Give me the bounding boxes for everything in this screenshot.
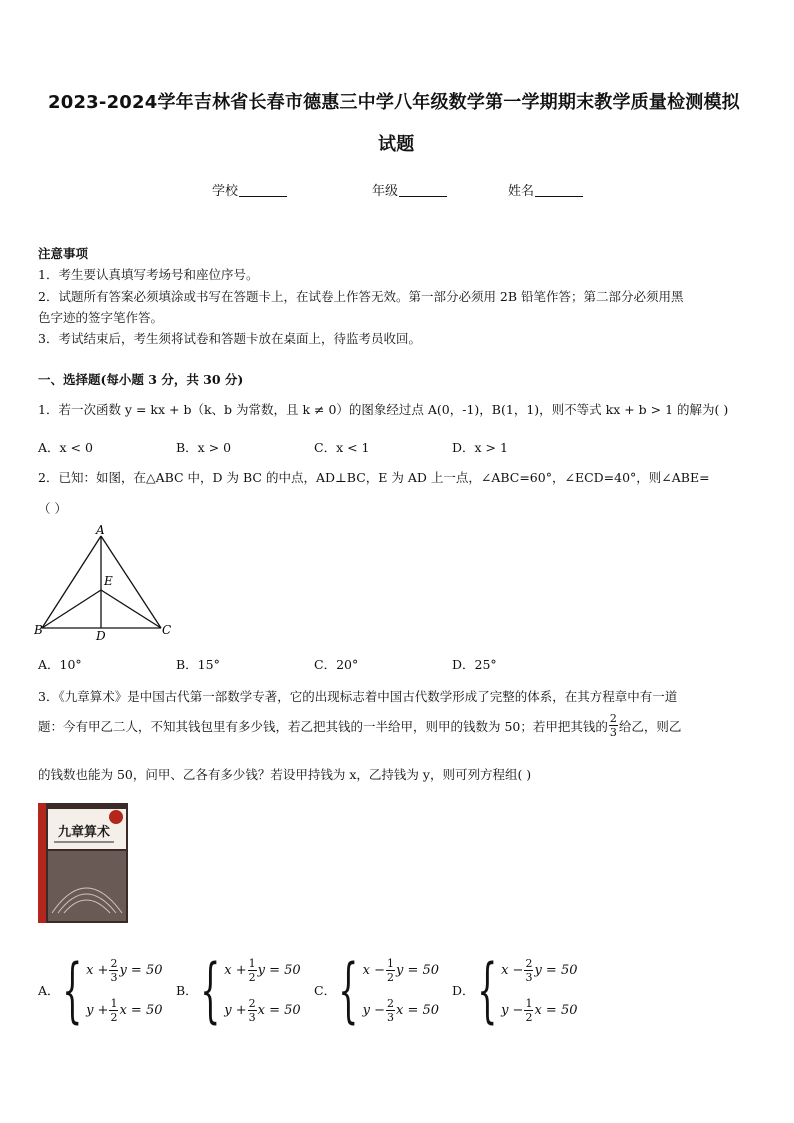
school-label: 学校: [212, 184, 239, 199]
notice-item-2a: 2．试题所有答案必须填涂或书写在答题卡上，在试卷上作答无效。第一部分必须用 2B 铅笔作答；第二部分必须用黑: [38, 289, 684, 304]
den: 3: [248, 1010, 256, 1024]
fraction: [524, 997, 533, 1024]
rest: x = 50: [396, 1002, 440, 1018]
den: 2: [386, 970, 394, 984]
label-e: E: [104, 574, 113, 588]
grade-label: 年级: [372, 184, 399, 199]
book-seal-icon: [109, 810, 123, 824]
section-heading: 一、选择题(每小题 3 分，共 30 分): [38, 372, 244, 387]
q3-option-d: [452, 949, 578, 1031]
num: 2: [387, 996, 394, 1010]
q3-a-eq1: [86, 955, 162, 985]
frac-den: 3: [609, 726, 617, 739]
rest: x = 50: [257, 1002, 301, 1018]
q3-option-c: [314, 949, 440, 1031]
q2-option-a: A．10°: [38, 657, 82, 672]
q2-option-d: D．25°: [452, 657, 497, 672]
question-3-line2b: 给乙，则乙: [618, 718, 682, 734]
den: 2: [525, 1010, 533, 1024]
grade-blank: [399, 184, 447, 197]
fraction: [248, 957, 257, 984]
term: y −: [362, 1002, 385, 1018]
q3-option-b: [176, 949, 301, 1031]
name-label: 姓名: [508, 184, 535, 199]
num: 1: [110, 996, 118, 1010]
fraction: [248, 997, 257, 1024]
den: 3: [525, 970, 533, 984]
segment-ce: [101, 590, 161, 628]
num: 2: [110, 956, 118, 970]
rest: x = 50: [534, 1002, 578, 1018]
q3-option-d-letter: D．: [452, 983, 475, 998]
book-subtitle-line: [54, 841, 114, 843]
q3-option-b-letter: B．: [176, 983, 198, 998]
fraction: [109, 997, 118, 1024]
book-title: 九章算术: [58, 825, 111, 840]
notice-heading: 注意事项: [38, 246, 89, 261]
name-field: [508, 180, 583, 199]
question-2-text: 2．已知：如图，在△ABC 中，D 为 BC 的中点，AD⊥BC，E 为 AD 上一点，∠ABC=60°，∠ECD=40°，则∠ABE=: [38, 470, 710, 485]
triangle-figure: [34, 524, 180, 644]
two-thirds-fraction: [609, 712, 618, 739]
notice-item-2b: 色字迹的签字笔作答。: [38, 310, 164, 325]
label-d: D: [96, 629, 106, 643]
question-1-text: 1．若一次函数 y = kx + b（k、b 为常数，且 k ≠ 0）的图象经过点 A(0，-1)，B(1，1)，则不等式 kx + b > 1 的解为( ): [38, 402, 729, 417]
den: 2: [248, 970, 256, 984]
fraction: [386, 997, 395, 1024]
num: 1: [248, 956, 256, 970]
q3-c-eq2: [363, 995, 439, 1025]
rest: y = 50: [257, 962, 301, 978]
exam-title-line1: 2023-2024学年吉林省长春市德惠三中学八年级数学第一学期期末教学质量检测模拟: [48, 92, 740, 113]
rest: x = 50: [119, 1002, 163, 1018]
q2-option-c: C．20°: [314, 657, 359, 672]
rest: y = 50: [395, 962, 440, 978]
q1-option-c: C．x < 1: [314, 440, 370, 455]
q3-option-a: [38, 949, 163, 1031]
q1-option-b: B．x > 0: [176, 440, 232, 455]
brace-icon: {: [61, 949, 82, 1031]
rest: y = 50: [534, 962, 578, 978]
num: 2: [525, 956, 533, 970]
brace-icon: {: [199, 949, 220, 1031]
q3-option-a-letter: A．: [38, 983, 60, 998]
side-ab: [42, 536, 101, 628]
term: y −: [501, 1002, 524, 1018]
fraction: [109, 957, 118, 984]
q3-d-eq2: [501, 995, 577, 1025]
q3-b-eq2: [224, 995, 300, 1025]
rest: y = 50: [119, 962, 163, 978]
term: y +: [224, 1002, 247, 1018]
term: x +: [224, 962, 247, 978]
question-3-line2: [38, 712, 681, 739]
fraction: [524, 957, 533, 984]
brace-icon: {: [338, 949, 359, 1031]
school-blank: [239, 184, 287, 197]
q3-c-eq1: [363, 955, 439, 985]
brace-icon: {: [476, 949, 497, 1031]
term: x −: [501, 962, 524, 978]
frac-num: 2: [609, 712, 617, 725]
question-3-line2a: 题：今有甲乙二人，不知其钱包里有多少钱，若乙把其钱的一半给甲，则甲的钱数为 50；若甲把其钱的: [38, 718, 608, 734]
term: x +: [86, 962, 109, 978]
q3-d-eq1: [501, 955, 577, 985]
school-field: [212, 180, 287, 199]
q2-option-b: B．15°: [176, 657, 220, 672]
book-cover-image: [38, 803, 128, 923]
question-2-paren: （ ）: [38, 501, 67, 516]
q1-option-a: A．x < 0: [38, 440, 93, 455]
num: 1: [386, 956, 394, 970]
label-b: B: [34, 623, 43, 637]
fraction: [386, 957, 395, 984]
q3-option-c-letter: C．: [314, 983, 337, 998]
q1-option-d: D．x > 1: [452, 440, 508, 455]
label-c: C: [162, 623, 172, 637]
notice-item-3: 3．考试结束后，考生须将试卷和答题卡放在桌面上，待监考员收回。: [38, 331, 421, 346]
q3-a-eq2: [86, 995, 162, 1025]
grade-field: [372, 180, 447, 199]
notice-item-1: 1．考生要认真填写考场号和座位序号。: [38, 267, 259, 282]
term: y +: [86, 1002, 109, 1018]
q3-b-eq1: [224, 955, 300, 985]
den: 2: [110, 1010, 118, 1024]
name-blank: [535, 184, 583, 197]
segment-be: [42, 590, 101, 628]
num: 2: [248, 996, 256, 1010]
question-3-line3: 的钱数也能为 50，问甲、乙各有多少钱？若设甲持钱为 x，乙持钱为 y，则可列方程组( ): [38, 767, 532, 782]
book-spine: [38, 803, 46, 923]
exam-title-line2: 试题: [378, 134, 415, 155]
den: 3: [110, 970, 118, 984]
num: 1: [525, 996, 533, 1010]
den: 3: [387, 1010, 394, 1024]
label-a: A: [96, 524, 105, 537]
term: x −: [362, 962, 385, 978]
question-3-line1: 3．《九章算术》是中国古代第一部数学专著，它的出现标志着中国古代数学形成了完整的体系，在其方程章中有一道: [38, 689, 678, 704]
